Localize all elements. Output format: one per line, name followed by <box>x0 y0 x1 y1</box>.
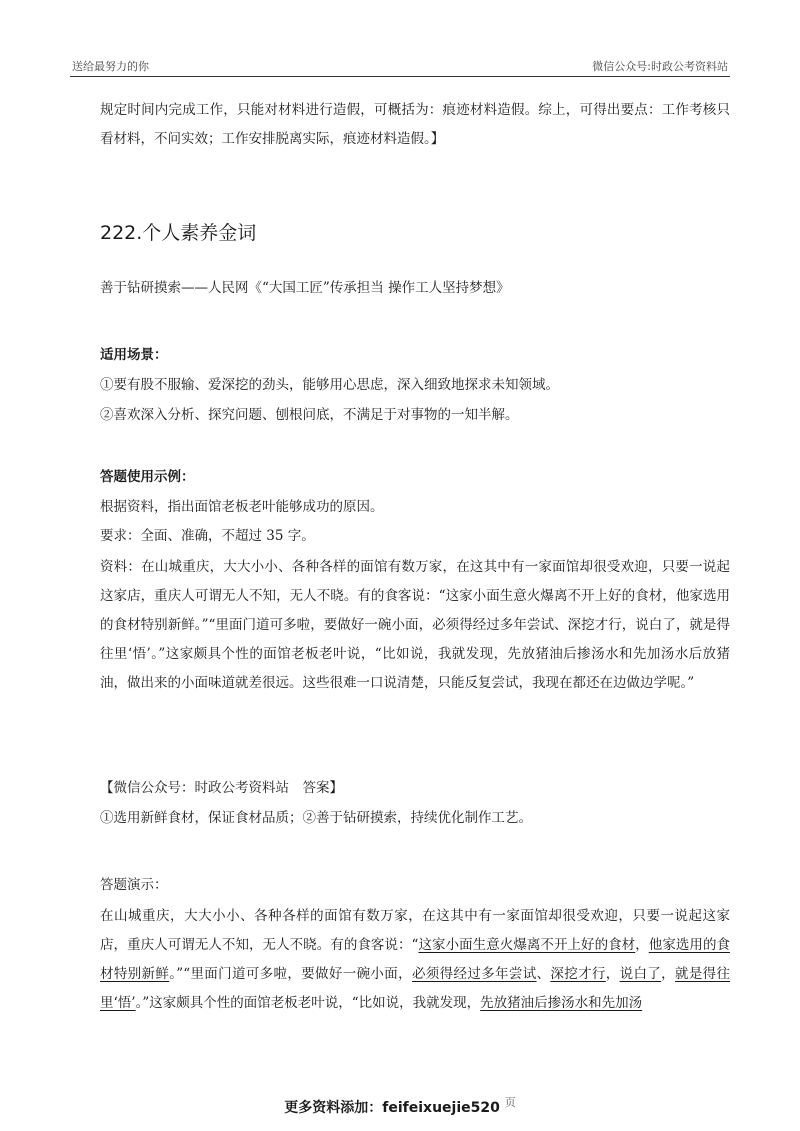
underline-7: 先放猪油后掺汤水和先加汤 <box>480 995 643 1011</box>
underline-5: 说白了 <box>619 966 662 982</box>
demo-label: 答题演示： <box>100 877 168 893</box>
answer-label: 【微信公众号：时政公考资料站 答案】 <box>100 780 343 796</box>
intro-paragraph: 规定时间内完成工作，只能对材料进行造假，可概括为：痕迹材料造假。综上，可得出要点：工作考核只看材料，不问实效；工作安排脱离实际，痕迹材料造假。】 <box>100 102 730 147</box>
underline-4: 深挖才行 <box>550 966 606 982</box>
usage-item-1: ①要有股不服输、爱深挖的劲头，能够用心思虑，深入细致地探求未知领域。 <box>100 377 559 393</box>
header-right-text: 微信公众号:时政公考资料站 <box>592 60 728 73</box>
footer-text: 更多资料添加：feifeixuejie520 <box>284 1100 500 1116</box>
example-material: 资料：在山城重庆，大大小小、各种各样的面馆有数万家，在这其中有一家面馆却很受欢迎，只要一说起这家店，重庆人可谓无人不知，无人不晓。有的食客说：“这家小面生意火爆离不开上好的食材，他家选用的食材特别新鲜。”“里面门道可多啦，要做好一碗小面，必须得经过多年尝试、深挖才行，说白了，就是得往里‘悟’。”这家颇具个性的面馆老板老叶说，“比如说，我就发现，先放猪油后掺汤水和先加汤水后放猪油，做出来的小面味道就差很远。这些很难一口说清楚，只能反复尝试，我现在都还在边做边学呢。” <box>100 559 730 691</box>
page-footer <box>0 1097 800 1117</box>
demo-paragraph: 在山城重庆，大大小小、各种各样的面馆有数万家，在这其中有一家面馆却很受欢迎，只要一说起这家店，重庆人可谓无人不知，无人不晓。有的食客说：“这家小面生意火爆离不开上好的食材，他家选用的食材特别新鲜。”“里面门道可多啦，要做好一碗小面，必须得经过多年尝试、深挖才行，说白了，就是得往里‘悟’。”这家颇具个性的面馆老板老叶说，“比如说，我就发现，先放猪油后掺汤水和先加汤 <box>100 908 731 1011</box>
usage-item-2: ②喜欢深入分析、探究问题、刨根问底，不满足于对事物的一知半解。 <box>100 407 519 423</box>
footer-page-suffix: 页 <box>504 1096 516 1109</box>
underline-1: 这家小面生意火爆离不开上好的食材 <box>418 937 636 953</box>
example-question: 根据资料，指出面馆老板老叶能够成功的原因。 <box>100 499 384 515</box>
underline-2: 他家选用的食材特别新鲜 <box>100 937 731 982</box>
example-requirement: 要求：全面、准确，不超过 35 字。 <box>100 528 315 544</box>
underline-6: 就是得往里‘悟’ <box>100 966 731 1011</box>
page-header <box>70 54 730 77</box>
section-title: 222.个人素养金词 <box>100 222 257 244</box>
usage-label: 适用场景： <box>100 347 168 363</box>
answer-text: ①选用新鲜食材，保证食材品质；②善于钻研摸索，持续优化制作工艺。 <box>100 810 532 826</box>
header-left-text: 送给最努力的你 <box>72 60 149 73</box>
quote-line: 善于钻研摸索——人民网《“大国工匠”传承担当 操作工人坚持梦想》 <box>100 280 510 296</box>
example-label: 答题使用示例： <box>100 469 195 485</box>
underline-3: 必须得经过多年尝试 <box>411 966 537 982</box>
